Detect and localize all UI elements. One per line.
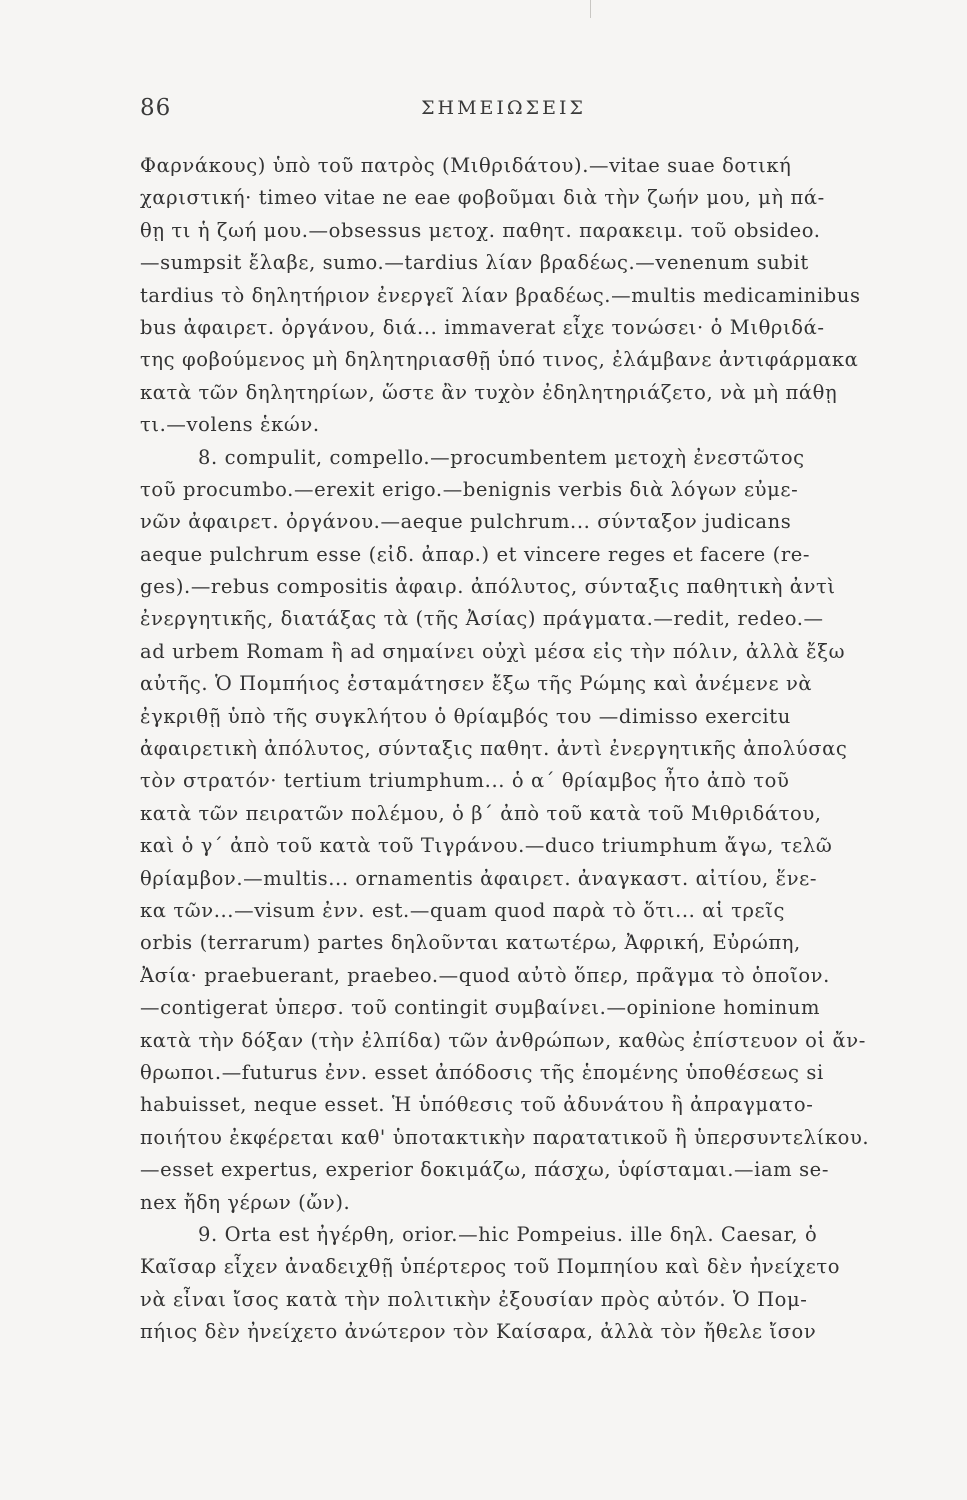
text-line: —sumpsit ἔλαβε, sumo.—tardius λίαν βραδέως.—venenum subit	[140, 251, 809, 275]
text-line: Ἀσία· praebuerant, praebeo.—quod αὐτὸ ὅπερ, πρᾶγμα τὸ ὁποῖον.	[140, 963, 830, 987]
text-line: —contigerat ὑπερσ. τοῦ contingit συμβαίνει.—opinione hominum	[140, 996, 821, 1020]
text-line: κατὰ τῶν δηλητηρίων, ὥστε ἂν τυχὸν ἐδηλητηριάζετο, νὰ μὴ πάθῃ	[140, 380, 838, 404]
text-line: aeque pulchrum esse (εἰδ. ἀπαρ.) et vincere reges et facere (re-	[140, 542, 811, 566]
text-line: tardius τὸ δηλητήριον ἐνεργεῖ λίαν βραδέως.—multis medicaminibus	[140, 283, 861, 307]
text-line: habuisset, neque esset. Ἡ ὑπόθεσις τοῦ ἀδυνάτου ἢ ἀπραγματο-	[140, 1093, 814, 1117]
text-line: αὐτῆς. Ὁ Πομπήιος ἐσταμάτησεν ἔξω τῆς Ρώμης καὶ ἀνέμενε νὰ	[140, 672, 813, 696]
page-edge-mark	[590, 0, 591, 18]
text-line: κατὰ τὴν δόξαν (τὴν ἐλπίδα) τῶν ἀνθρώπων, καθὼς ἐπίστευον οἱ ἄν-	[140, 1028, 866, 1052]
text-line: της φοβούμενος μὴ δηλητηριασθῇ ὑπό τινος, ἐλάμβανε ἀντιφάρμακα	[140, 348, 859, 372]
text-line: ἐνεργητικῆς, διατάξας τὰ (τῆς Ἀσίας) πράγματα.—redit, redeo.—	[140, 607, 824, 631]
text-line: κατὰ τῶν πειρατῶν πολέμου, ὁ β´ ἀπὸ τοῦ κατὰ τοῦ Μιθριδάτου,	[140, 801, 822, 825]
text-line: τι.—volens ἑκών.	[140, 413, 320, 437]
text-line: —esset expertus, experior δοκιμάζω, πάσχω, ὑφίσταμαι.—iam se-	[140, 1158, 830, 1182]
text-line: nex ἤδη γέρων (ὤν).	[140, 1190, 351, 1214]
text-line: τοῦ procumbo.—erexit erigo.—benignis verbis διὰ λόγων εὐμε-	[140, 477, 799, 501]
text-line: Φαρνάκους) ὑπὸ τοῦ πατρὸς (Μιθριδάτου).—vitae suae δοτική	[140, 154, 792, 177]
text-line: ἀφαιρετικὴ ἀπόλυτος, σύνταξις παθητ. ἀντὶ ἐνεργητικῆς ἀπολύσας	[140, 737, 848, 761]
body-text	[140, 150, 960, 1348]
text-line: τὸν στρατόν· tertium triumphum... ὁ α´ θρίαμβος ἦτο ἀπὸ τοῦ	[140, 769, 790, 793]
running-head: ΣΗΜΕΙΩΣΕΙΣ	[421, 97, 586, 119]
text-line: θῃ τι ἡ ζωή μου.—obsessus μετοχ. παθητ. παρακειμ. τοῦ obsideo.	[140, 218, 821, 242]
text-line: ges).—rebus compositis ἀφαιρ. ἀπόλυτος, σύνταξις παθητικὴ ἀντὶ	[140, 575, 836, 599]
section-start-line: 9. Orta est ἠγέρθη, orior.—hic Pompeius. ille δηλ. Caesar, ὁ	[198, 1222, 818, 1246]
text-line: νῶν ἀφαιρετ. ὀργάνου.—aeque pulchrum... σύνταξον judicans	[140, 510, 792, 534]
text-line: ἐγκριθῇ ὑπὸ τῆς συγκλήτου ὁ θρίαμβός του —dimisso exercitu	[140, 704, 791, 728]
page-number: 86	[140, 95, 172, 121]
text-line: καὶ ὁ γ´ ἀπὸ τοῦ κατὰ τοῦ Τιγράνου.—duco triumphum ἄγω, τελῶ	[140, 834, 833, 858]
text-line: bus ἀφαιρετ. ὀργάνου, διά... immaverat εἶχε τονώσει· ὁ Μιθριδά-	[140, 315, 825, 339]
text-line: orbis (terrarum) partes δηλοῦνται κατωτέρω, Ἀφρική, Εὐρώπη,	[140, 931, 801, 955]
text-line: χαριστική· timeo vitae ne eae φοβοῦμαι διὰ τὴν ζωήν μου, μὴ πά-	[140, 186, 825, 210]
text-line: ποιήτου ἐκφέρεται καθ' ὑποτακτικὴν παρατατικοῦ ἢ ὑπερσυντελίκου.	[140, 1125, 870, 1149]
section-start-line: 8. compulit, compello.—procumbentem μετοχὴ ἐνεστῶτος	[198, 445, 805, 469]
text-line: πήιος δὲν ἠνείχετο ἀνώτερον τὸν Καίσαρα, ἀλλὰ τὸν ἤθελε ἴσον	[140, 1320, 817, 1344]
text-line: θρίαμβον.—multis... ornamentis ἀφαιρετ. ἀναγκαστ. αἰτίου, ἕνε-	[140, 866, 818, 890]
text-line: ad urbem Romam ἢ ad σημαίνει οὐχὶ μέσα εἰς τὴν πόλιν, ἀλλὰ ἔξω	[140, 639, 846, 663]
text-line: κα τῶν...—visum ἐνν. est.—quam quod παρὰ τὸ ὅτι... αἱ τρεῖς	[140, 898, 786, 922]
text-line: νὰ εἶναι ἴσος κατὰ τὴν πολιτικὴν ἐξουσίαν πρὸς αὐτόν. Ὁ Πομ-	[140, 1287, 808, 1311]
text-line: θρωποι.—futurus ἐνν. esset ἀπόδοσις τῆς ἑπομένης ὑποθέσεως si	[140, 1060, 824, 1084]
text-line: Καῖσαρ εἶχεν ἀναδειχθῇ ὑπέρτερος τοῦ Πομπηίου καὶ δὲν ἠνείχετο	[140, 1255, 841, 1279]
